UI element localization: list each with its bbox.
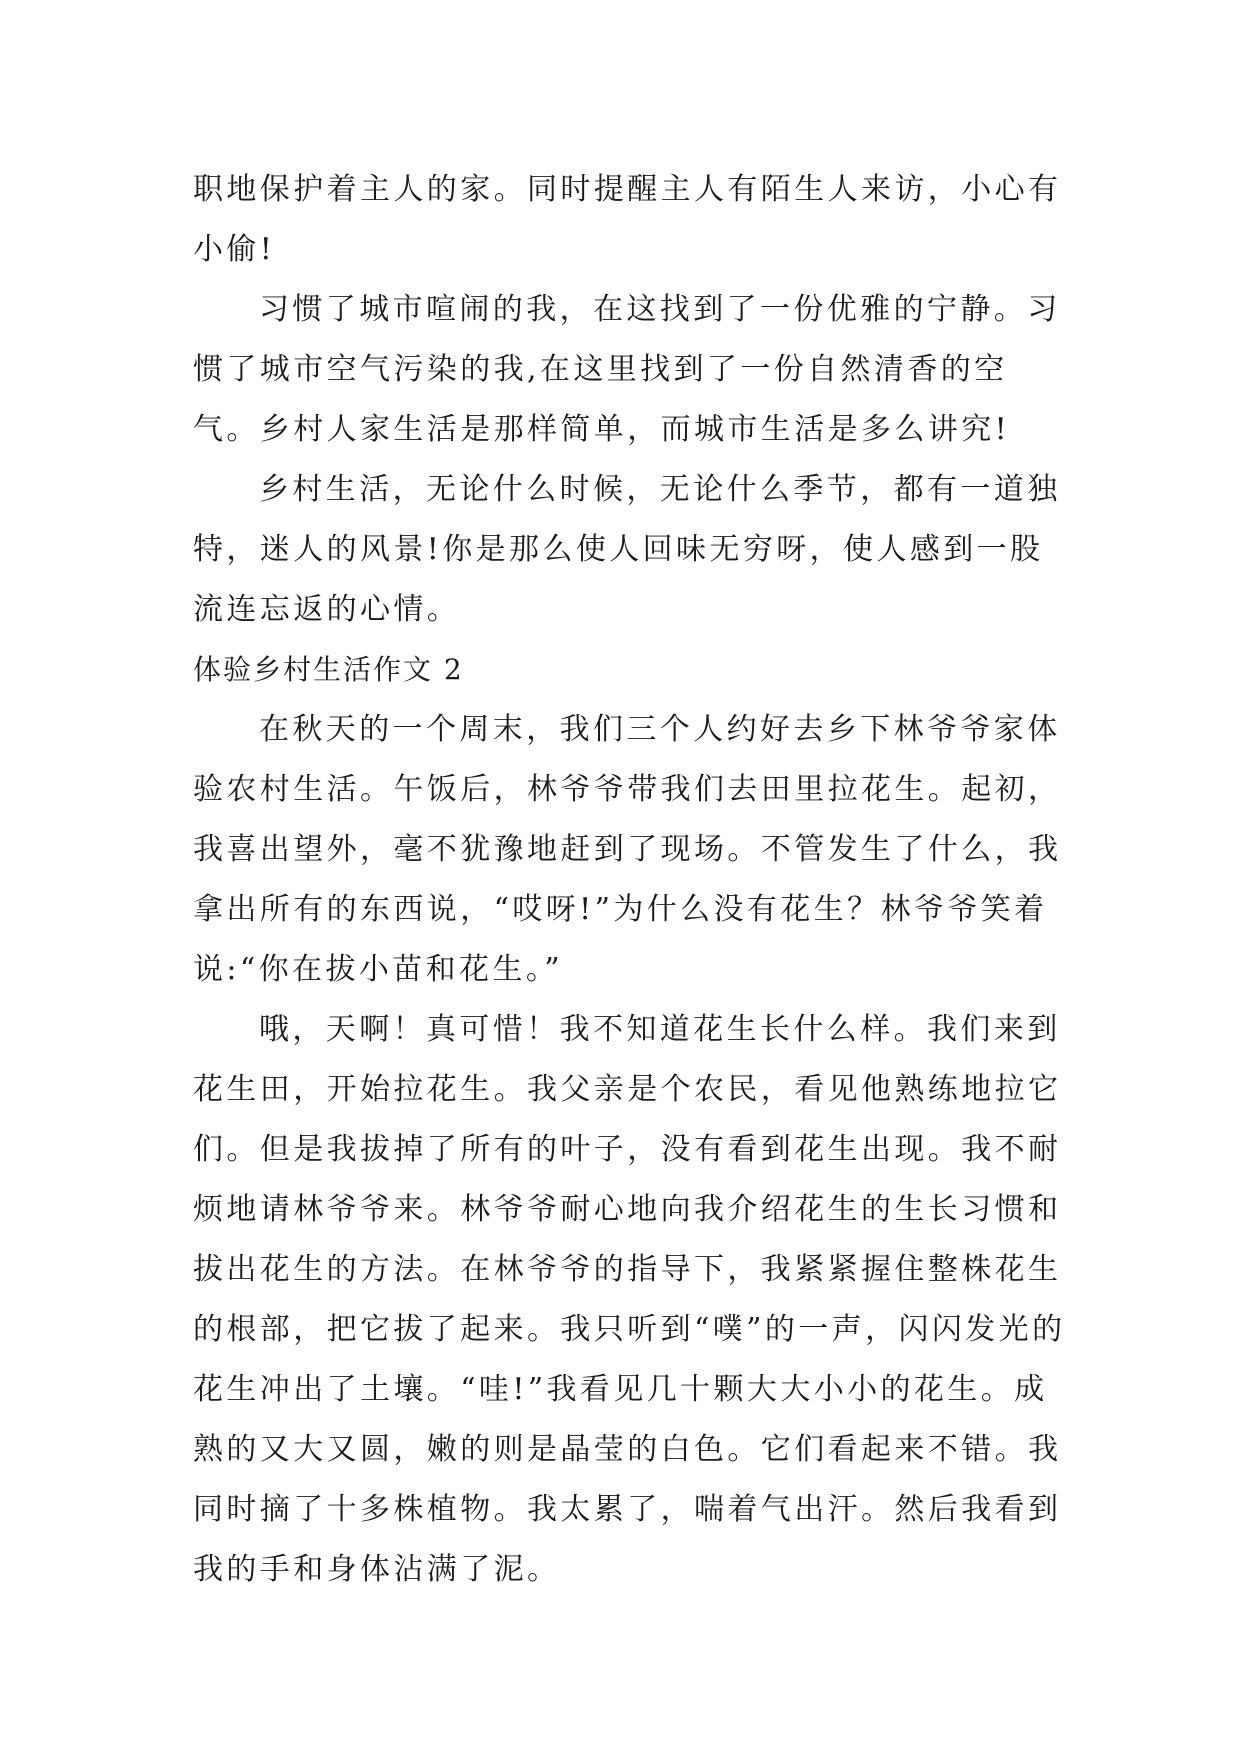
document-body: [193, 160, 1073, 1600]
paragraph-4: 在秋天的一个周末，我们三个人约好去乡下林爷爷家体验农村生活。午饭后，林爷爷带我们去田里拉花生。起初，我喜出望外，毫不犹豫地赶到了现场。不管发生了什么，我拿出所有的东西说，“哎呀!”为什么没有花生？林爷爷笑着说:“你在拔小苗和花生。”: [193, 712, 1062, 987]
section-heading: 体验乡村生活作文 2: [193, 653, 464, 686]
paragraph-2: 习惯了城市喧闹的我，在这找到了一份优雅的宁静。习惯了城市空气污染的我,在这里找到了一份自然清香的空气。乡村人家生活是那样简单，而城市生活是多么讲究!: [193, 292, 1061, 447]
paragraph-1: 职地保护着主人的家。同时提醒主人有陌生人来访，小心有小偷!: [193, 172, 1062, 267]
paragraph-5: 哦，天啊！真可惜！我不知道花生长什么样。我们来到花生田，开始拉花生。我父亲是个农民，看见他熟练地拉它们。但是我拔掉了所有的叶子，没有看到花生出现。我不耐烦地请林爷爷来。林爷爷耐心地向我介绍花生的生长习惯和拔出花生的方法。在林爷爷的指导下，我紧紧握住整株花生的根部，把它拔了起来。我只听到“噗”的一声，闪闪发光的花生冲出了土壤。“哇!”我看见几十颗大大小小的花生。成熟的又大又圆，嫩的则是晶莹的白色。它们看起来不错。我同时摘了十多株植物。我太累了，喘着气出汗。然后我看到我的手和身体沾满了泥。: [193, 1012, 1066, 1587]
paragraph-3: 乡村生活，无论什么时候，无论什么季节，都有一道独特，迷人的风景!你是那么使人回味无穷呀，使人感到一股流连忘返的心情。: [193, 472, 1061, 627]
